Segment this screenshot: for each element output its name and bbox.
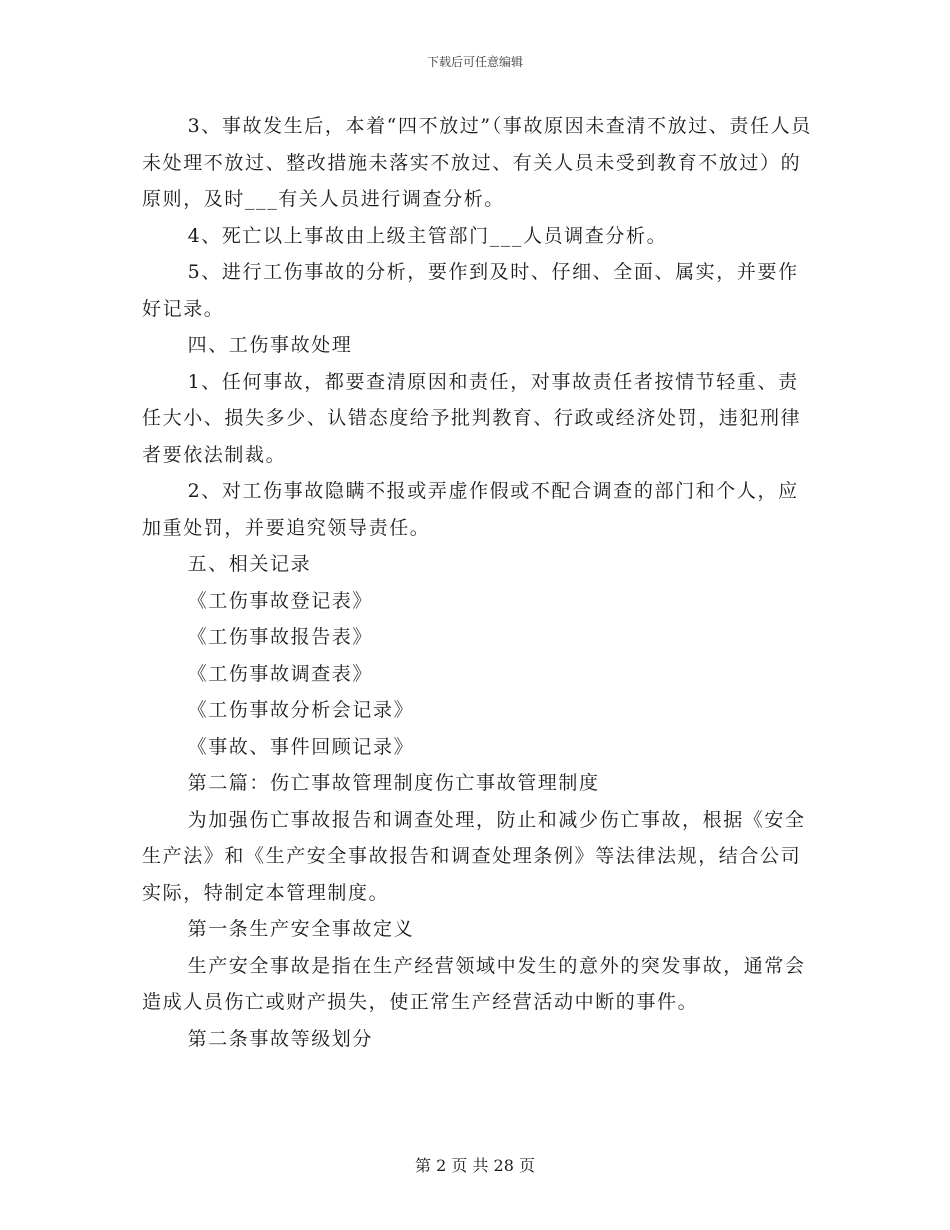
paragraph-definition: 生产安全事故是指在生产经营领域中发生的意外的突发事故，通常会造成人员伤亡或财产损失，使正常生产经营活动中断的事件。	[142, 954, 806, 1013]
section-heading-handling: 四、工伤事故处理	[187, 334, 353, 356]
paragraph-accident-principles: 3、事故发生后，本着“四不放过”（事故原因未查清不放过、责任人员未处理不放过、整改措施未落实不放过、有关人员未受到教育不放过）的原则，及时___有关人员进行调查分析。	[142, 115, 812, 210]
record-item: 《事故、事件回顾记录》	[187, 735, 415, 758]
record-item: 《工伤事故登记表》	[187, 589, 373, 612]
article-heading-classification: 第二条事故等级划分	[187, 1027, 373, 1050]
paragraph-purpose: 为加强伤亡事故报告和调查处理，防止和减少伤亡事故，根据《安全生产法》和《生产安全事故报告和调查处理条例》等法律法规，结合公司实际，特制定本管理制度。	[142, 808, 806, 904]
header-note: 下载后可任意编辑	[426, 55, 523, 69]
paragraph-responsibility: 1、任何事故，都要查清原因和责任，对事故责任者按情节轻重、责任大小、损失多少、认错态度给予批判教育、行政或经济处罚，违犯刑律者要依法制裁。	[142, 370, 802, 466]
page-number-footer: 第 2 页 共 28 页	[415, 1156, 535, 1175]
chapter-heading: 第二篇：伤亡事故管理制度伤亡事故管理制度	[187, 772, 600, 794]
record-item: 《工伤事故报告表》	[187, 626, 373, 648]
record-item: 《工伤事故调查表》	[187, 662, 373, 685]
article-heading-definition: 第一条生产安全事故定义	[187, 918, 415, 940]
paragraph-concealment-penalty: 2、对工伤事故隐瞒不报或弄虚作假或不配合调查的部门和个人，应加重处罚，并要追究领导责任。	[142, 480, 799, 539]
section-heading-records: 五、相关记录	[187, 553, 312, 575]
record-item: 《工伤事故分析会记录》	[187, 699, 415, 721]
paragraph-analysis-requirements: 5、进行工伤事故的分析，要作到及时、仔细、全面、属实，并要作好记录。	[142, 261, 799, 320]
paragraph-death-investigation: 4、死亡以上事故由上级主管部门___人员调查分析。	[187, 224, 668, 247]
document-body	[142, 108, 812, 1057]
